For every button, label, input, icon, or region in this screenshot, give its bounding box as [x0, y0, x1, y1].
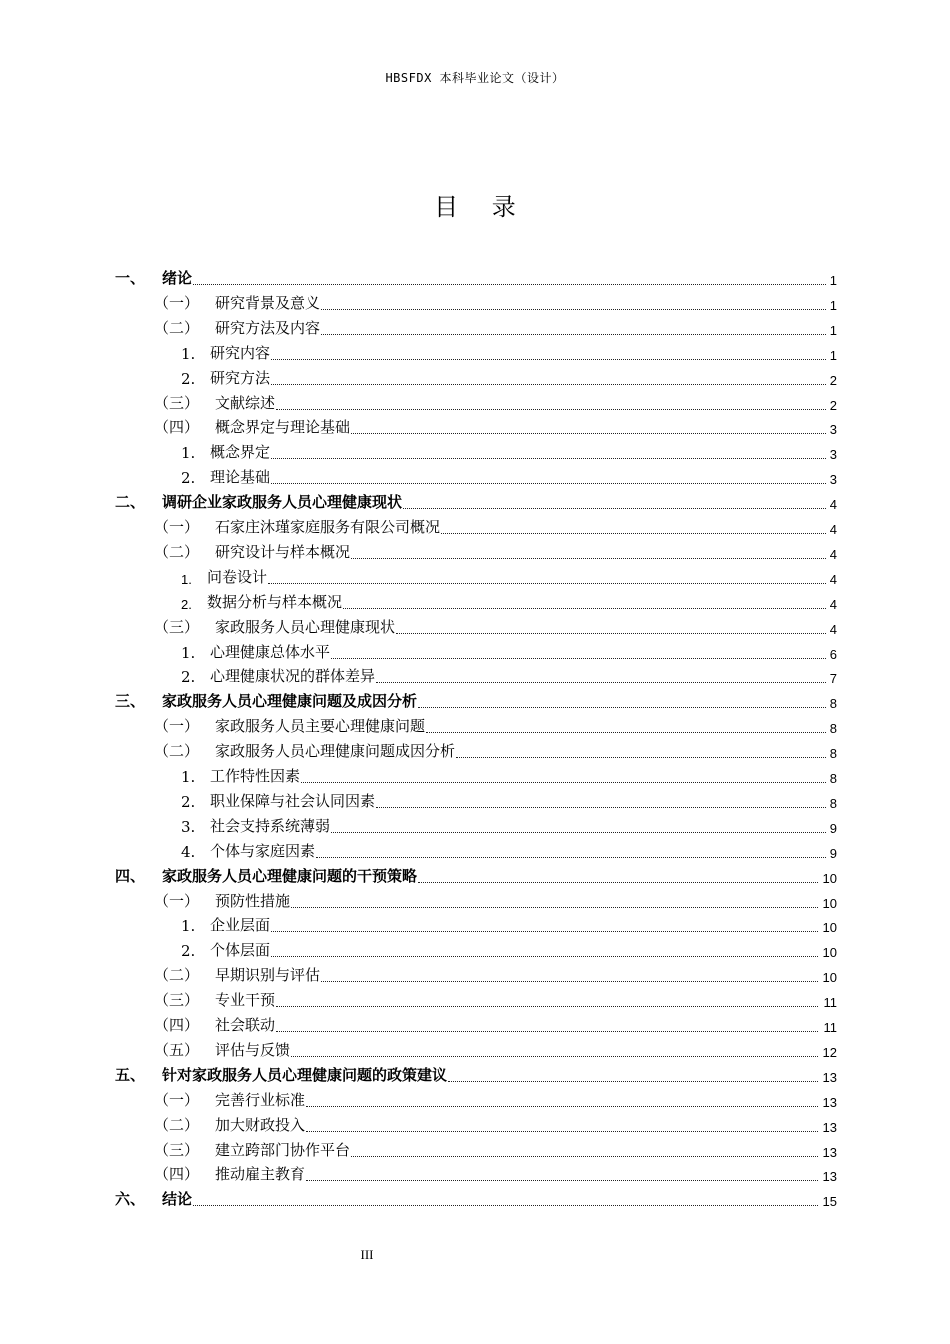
toc-entry-title: 心理健康总体水平: [210, 642, 331, 661]
toc-dot-leader: [316, 854, 826, 858]
toc-dot-leader: [276, 1003, 818, 1007]
toc-entry-page: 3: [829, 447, 837, 463]
toc-entry[interactable]: [0, 764, 950, 788]
toc-entry-title: 家政服务人员心理健康问题成因分析: [215, 742, 456, 761]
toc-entry[interactable]: [0, 1063, 950, 1087]
toc-entry-page: 1: [829, 297, 837, 313]
toc-dot-leader: [271, 480, 826, 484]
toc-dot-leader: [376, 804, 826, 808]
toc-entry[interactable]: [0, 291, 950, 315]
toc-entry[interactable]: [0, 1113, 950, 1137]
toc-entry[interactable]: [0, 640, 950, 664]
toc-entry-title: 石家庄沐瑾家庭服务有限公司概况: [215, 518, 441, 536]
toc-entry[interactable]: [0, 266, 950, 290]
toc-entry[interactable]: [0, 864, 950, 888]
toc-entry-title: 企业层面: [210, 916, 271, 935]
toc-entry-title: 绪论: [162, 269, 193, 287]
toc-entry-title: 家政服务人员心理健康现状: [215, 617, 396, 636]
toc-entry-title: 心理健康状况的群体差异: [210, 667, 376, 686]
toc-dot-leader: [271, 953, 818, 957]
toc-entry-page: 9: [829, 820, 837, 836]
toc-entry-page: 2: [829, 372, 837, 388]
toc-dot-leader: [441, 530, 826, 534]
toc-entry-number: （一）: [154, 1090, 200, 1109]
toc-entry-page: 7: [829, 671, 837, 687]
toc-dot-leader: [193, 281, 826, 285]
toc-entry-title: 概念界定与理论基础: [215, 418, 351, 437]
toc-entry[interactable]: [0, 391, 950, 415]
toc-dot-leader: [343, 605, 826, 609]
toc-entry-number: （四）: [154, 1165, 200, 1184]
toc-entry-title: 文献综述: [215, 393, 276, 412]
toc-entry[interactable]: [0, 440, 950, 464]
toc-entry[interactable]: [0, 938, 950, 962]
toc-entry-page: 15: [822, 1194, 837, 1210]
toc-dot-leader: [396, 630, 826, 634]
toc-entry-number: 1.: [181, 571, 192, 587]
page-header: HBSFDX 本科毕业论文（设计）: [385, 71, 565, 85]
toc-entry-title: 个体层面: [210, 941, 271, 960]
toc-entry-page: 13: [822, 1069, 837, 1085]
toc-entry-title: 预防性措施: [215, 891, 291, 910]
toc-dot-leader: [351, 555, 826, 559]
toc-entry-page: 4: [829, 497, 837, 513]
toc-dot-leader: [306, 1103, 818, 1107]
toc-entry-page: 4: [829, 546, 837, 562]
toc-entry-title: 针对家政服务人员心理健康问题的政策建议: [162, 1065, 448, 1084]
toc-dot-leader: [331, 829, 826, 833]
toc-dot-leader: [271, 455, 826, 459]
toc-entry[interactable]: [0, 415, 950, 439]
toc-entry-number: 1.: [181, 768, 196, 786]
toc-entry-title: 结论: [162, 1190, 193, 1209]
toc-entry[interactable]: [0, 913, 950, 937]
toc-dot-leader: [301, 779, 826, 783]
toc-dot-leader: [418, 704, 826, 708]
toc-entry-number: （三）: [154, 1140, 200, 1159]
toc-entry-page: 4: [829, 621, 837, 637]
toc-entry-page: 12: [822, 1044, 837, 1060]
toc-dot-leader: [271, 928, 818, 932]
toc-entry-number: （二）: [154, 542, 200, 561]
toc-entry[interactable]: [0, 341, 950, 365]
toc-entry-page: 8: [829, 721, 837, 737]
toc-dot-leader: [291, 1053, 818, 1057]
toc-entry-title: 社会联动: [215, 1016, 276, 1034]
toc-dot-leader: [426, 729, 826, 733]
toc-entry-title: 研究内容: [210, 343, 271, 362]
toc-entry-title: 家政服务人员主要心理健康问题: [215, 717, 426, 736]
toc-entry[interactable]: [0, 366, 950, 390]
toc-entry-number: 2.: [181, 668, 196, 687]
toc-dot-leader: [321, 331, 826, 335]
toc-entry-page: 10: [822, 920, 837, 936]
toc-entry-title: 数据分析与样本概况: [207, 592, 343, 611]
toc-entry-title: 理论基础: [210, 468, 271, 487]
toc-dot-leader: [271, 356, 826, 360]
toc-entry-number: （一）: [154, 717, 200, 736]
toc-dot-leader: [291, 904, 818, 908]
toc-entry-title: 研究方法及内容: [215, 318, 321, 337]
toc-entry-number: 三、: [115, 692, 146, 711]
toc-entry-page: 13: [822, 1144, 837, 1160]
toc-entry-number: （三）: [154, 991, 200, 1010]
toc-entry-page: 9: [829, 845, 837, 861]
toc-entry[interactable]: [0, 316, 950, 340]
toc-entry-page: 11: [823, 995, 837, 1011]
toc-entry-title: 问卷设计: [207, 567, 268, 586]
toc-entry-title: 研究背景及意义: [215, 293, 321, 312]
toc-entry-title: 研究方法: [210, 368, 271, 387]
toc-dot-leader: [321, 306, 826, 310]
toc-dot-leader: [351, 430, 826, 434]
toc-entry-title: 建立跨部门协作平台: [215, 1140, 351, 1159]
toc-entry-number: （三）: [154, 393, 200, 412]
toc-entry-page: 10: [822, 870, 837, 886]
toc-entry[interactable]: [0, 789, 950, 813]
page-title: 目 录: [434, 193, 516, 221]
toc-dot-leader: [268, 580, 826, 584]
toc-entry[interactable]: [0, 714, 950, 738]
toc-entry-number: 2.: [181, 469, 196, 488]
toc-entry-number: （二）: [154, 966, 200, 985]
toc-entry-number: 二、: [115, 493, 146, 512]
toc-entry[interactable]: [0, 465, 950, 489]
toc-entry-number: 一、: [115, 269, 146, 287]
toc-dot-leader: [376, 679, 826, 683]
toc-entry-page: 1: [829, 273, 837, 288]
toc-entry-page: 4: [829, 571, 837, 587]
toc-dot-leader: [306, 1177, 818, 1181]
toc-entry[interactable]: [0, 988, 950, 1012]
toc-dot-leader: [193, 1202, 818, 1206]
toc-entry-page: 13: [822, 1119, 837, 1135]
toc-entry-title: 职业保障与社会认同因素: [210, 791, 376, 810]
toc-entry-number: 1.: [181, 344, 196, 363]
toc-entry[interactable]: [0, 490, 950, 514]
toc-entry-page: 2: [829, 397, 837, 413]
toc-entry[interactable]: [0, 689, 950, 713]
toc-entry-number: （四）: [154, 1016, 200, 1034]
toc-entry[interactable]: [0, 664, 950, 688]
toc-entry-number: （二）: [154, 1115, 200, 1134]
toc-entry-page: 3: [829, 422, 837, 438]
toc-entry[interactable]: [0, 814, 950, 838]
toc-entry-title: 完善行业标准: [215, 1090, 306, 1109]
toc-entry-page: 13: [822, 1094, 837, 1110]
toc-entry-number: （二）: [154, 318, 200, 337]
toc-entry-title: 加大财政投入: [215, 1115, 306, 1134]
toc-entry-title: 评估与反馈: [215, 1040, 291, 1059]
toc-entry-page: 8: [829, 771, 837, 786]
toc-entry-number: 2.: [181, 596, 192, 612]
toc-entry-number: （一）: [154, 891, 200, 910]
toc-entry-page: 13: [822, 1169, 837, 1185]
toc-entry[interactable]: [0, 963, 950, 987]
toc-dot-leader: [306, 1128, 818, 1132]
toc-entry[interactable]: [0, 1038, 950, 1062]
toc-entry[interactable]: [0, 1013, 950, 1037]
toc-entry-number: （二）: [154, 742, 200, 761]
toc-entry-number: 六、: [115, 1190, 146, 1209]
toc-entry-page: 10: [822, 895, 837, 911]
toc-entry-page: 6: [829, 646, 837, 662]
toc-entry[interactable]: [0, 889, 950, 913]
toc-dot-leader: [418, 879, 818, 883]
toc-entry-page: 11: [823, 1020, 837, 1035]
page-number-footer: III: [360, 1247, 374, 1262]
toc-entry[interactable]: [0, 1138, 950, 1162]
toc-entry-title: 个体与家庭因素: [210, 841, 316, 860]
toc-entry[interactable]: [0, 515, 950, 539]
toc-entry-number: 2.: [181, 942, 196, 961]
toc-dot-leader: [276, 1028, 818, 1032]
toc-entry-number: 2.: [181, 369, 196, 388]
toc-entry[interactable]: [0, 839, 950, 863]
toc-entry-number: 1.: [181, 643, 196, 662]
toc-entry-number: 4.: [181, 842, 196, 861]
toc-entry-title: 研究设计与样本概况: [215, 542, 351, 561]
toc-entry-title: 家政服务人员心理健康问题的干预策略: [162, 866, 418, 885]
toc-entry-title: 调研企业家政服务人员心理健康现状: [162, 493, 403, 512]
toc-entry-number: 2.: [181, 792, 196, 811]
toc-entry-title: 概念界定: [210, 443, 271, 462]
toc-entry-page: 4: [829, 522, 837, 537]
toc-entry-number: 1.: [181, 917, 196, 936]
toc-dot-leader: [276, 406, 826, 410]
toc-entry-number: （四）: [154, 418, 200, 437]
toc-dot-leader: [271, 381, 826, 385]
toc-entry-title: 家政服务人员心理健康问题及成因分析: [162, 692, 418, 711]
toc-dot-leader: [456, 754, 826, 758]
toc-dot-leader: [448, 1078, 818, 1082]
toc-entry-page: 8: [829, 696, 837, 712]
toc-entry-page: 10: [822, 970, 837, 986]
toc-entry-title: 专业干预: [215, 991, 276, 1010]
toc-dot-leader: [321, 978, 818, 982]
toc-entry-page: 4: [829, 596, 837, 612]
toc-dot-leader: [403, 505, 826, 509]
toc-entry-number: （一）: [154, 293, 200, 312]
toc-entry-number: 1.: [181, 444, 196, 463]
toc-entry[interactable]: [0, 540, 950, 564]
toc-entry-page: 8: [829, 746, 837, 762]
toc-entry-number: 3.: [181, 817, 196, 836]
toc-entry[interactable]: [0, 739, 950, 763]
toc-entry[interactable]: [0, 1162, 950, 1186]
toc-entry-number: 五、: [115, 1065, 146, 1084]
toc-entry[interactable]: [0, 1187, 950, 1211]
toc-entry[interactable]: [0, 565, 950, 589]
toc-entry-number: （五）: [154, 1040, 200, 1059]
toc-entry[interactable]: [0, 615, 950, 639]
toc-dot-leader: [351, 1153, 818, 1157]
toc-entry-title: 社会支持系统薄弱: [210, 816, 331, 835]
toc-entry-title: 工作特性因素: [210, 767, 301, 785]
toc-dot-leader: [331, 655, 826, 659]
toc-entry-title: 推动雇主教育: [215, 1165, 306, 1184]
toc-entry-number: （三）: [154, 617, 200, 636]
toc-entry[interactable]: [0, 590, 950, 614]
toc-entry-page: 3: [829, 472, 837, 488]
toc-entry-page: 1: [829, 347, 837, 363]
toc-entry-number: 四、: [115, 866, 146, 885]
toc-entry[interactable]: [0, 1088, 950, 1112]
toc-entry-page: 8: [829, 795, 837, 811]
toc-entry-page: 10: [822, 945, 837, 961]
toc-entry-page: 1: [829, 322, 837, 338]
toc-entry-number: （一）: [154, 518, 200, 536]
toc-entry-title: 早期识别与评估: [215, 966, 321, 985]
